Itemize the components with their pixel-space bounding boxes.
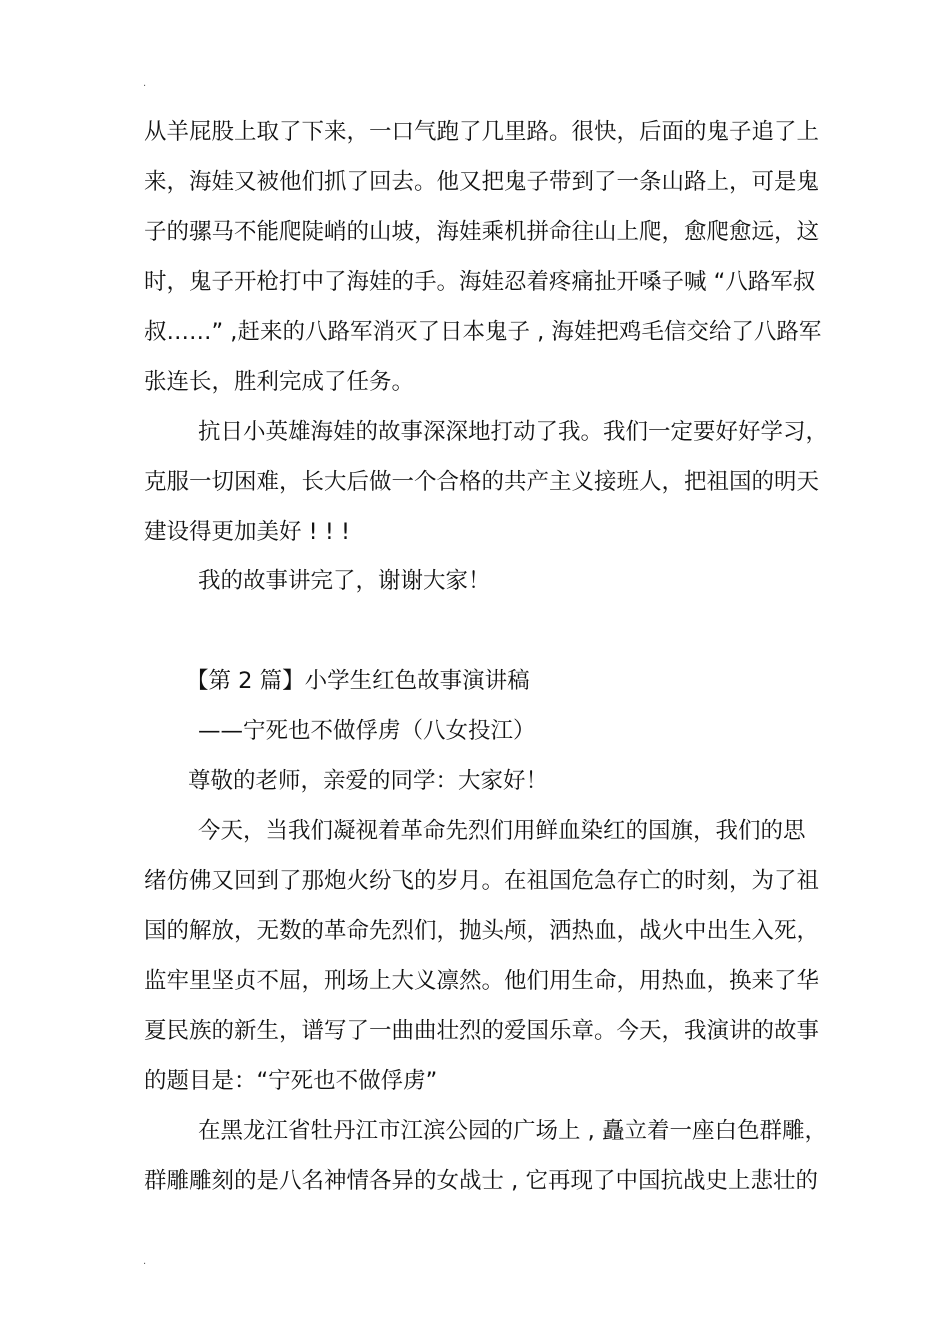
page-bottom-mark: .	[143, 1256, 147, 1267]
text-line: 来，海娃又被他们抓了回去。他又把鬼子带到了一条山路上，可是鬼	[144, 169, 820, 195]
text-line: 从羊屁股上取了下来，一口气跑了几里路。很快，后面的鬼子追了上	[144, 119, 820, 145]
paragraph-first-line: 抗日小英雄海娃的故事深深地打动了我。我们一定要好好学习，	[198, 419, 829, 445]
paragraph-first-line: 我的故事讲完了，谢谢大家！	[198, 568, 491, 594]
text-line: 监牢里坚贞不屈，刑场上大义凛然。他们用生命，用热血，换来了华	[144, 968, 820, 994]
text-line: 子的骡马不能爬陡峭的山坡，海娃乘机拼命往山上爬，愈爬愈远，这	[144, 219, 820, 245]
text-line: 的题目是：“宁死也不做俘虏”	[144, 1068, 438, 1094]
section-subtitle: ——宁死也不做俘虏（八女投江）	[198, 718, 536, 744]
text-line: 叔……” ,赶来的八路军消灭了日本鬼子 , 海娃把鸡毛信交给了八路军	[144, 319, 822, 345]
text-line: 克服一切困难，长大后做一个合格的共产主义接班人，把祖国的明天	[144, 469, 820, 495]
text-line: 群雕雕刻的是八名神情各异的女战士 , 它再现了中国抗战史上悲壮的	[144, 1168, 818, 1194]
text-line: 国的解放，无数的革命先烈们，抛头颅，洒热血，战火中出生入死，	[144, 918, 820, 944]
greeting-line: 尊敬的老师，亲爱的同学：大家好！	[188, 768, 549, 794]
paragraph-first-line: 在黑龙江省牡丹江市江滨公园的广场上 , 矗立着一座白色群雕，	[198, 1118, 827, 1144]
text-line: 张连长，胜利完成了任务。	[144, 369, 415, 395]
section-heading: 【第 2 篇】小学生红色故事演讲稿	[186, 668, 530, 694]
text-line: 建设得更加美好 ! ! !	[144, 519, 351, 545]
text-line: 绪仿佛又回到了那炮火纷飞的岁月。在祖国危急存亡的时刻，为了祖	[144, 868, 820, 894]
page-top-mark: .	[143, 78, 147, 89]
text-line: 时，鬼子开枪打中了海娃的手。海娃忍着疼痛扯开嗓子喊 “八路军叔	[144, 269, 816, 295]
text-line: 夏民族的新生，谱写了一曲曲壮烈的爱国乐章。今天，我演讲的故事	[144, 1018, 820, 1044]
paragraph-first-line: 今天，当我们凝视着革命先烈们用鲜血染红的国旗，我们的思	[198, 818, 806, 844]
